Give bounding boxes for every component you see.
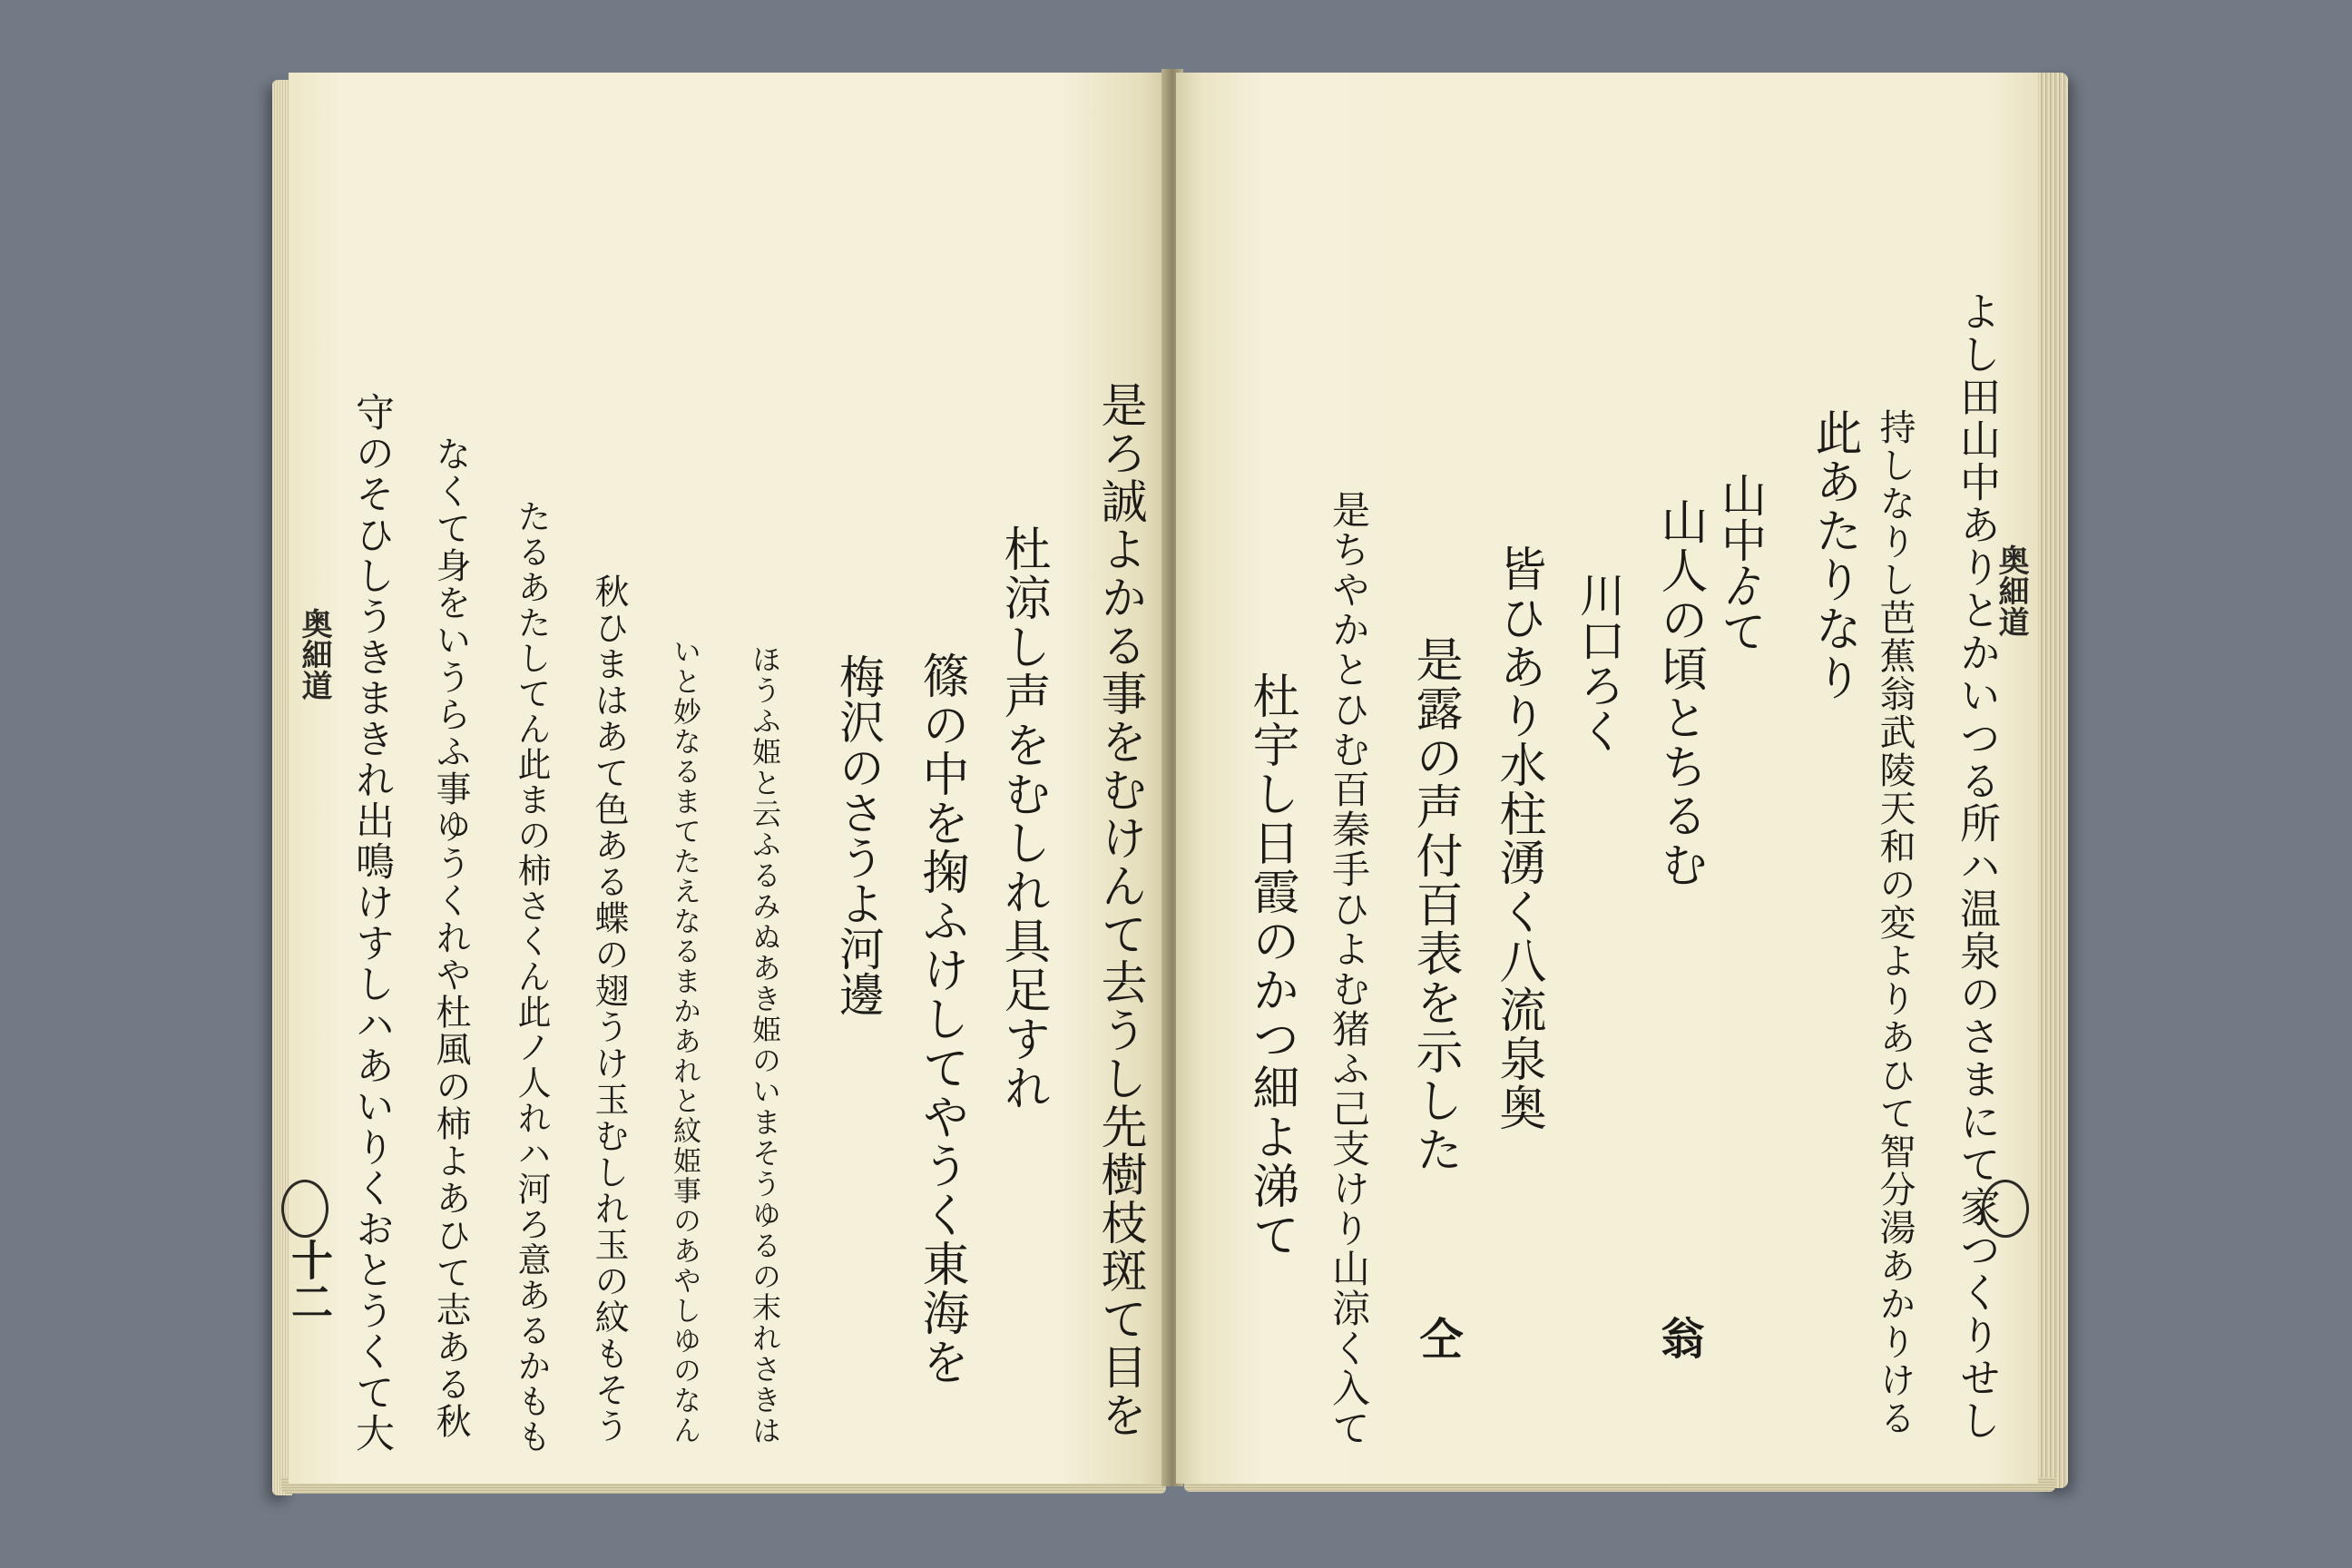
right-col-3: 此あたりなり [1807, 408, 1861, 702]
right-col-8: 是露の声付百表を示した [1407, 635, 1462, 1174]
left-col-8: たるあたしてん此まの柿さくん此ノ人れハ河ろ意あるかもも [512, 499, 551, 1455]
left-col-10: 守のそひしうきまきれ出鳴けすしハあいりくおとうくて大 [349, 392, 395, 1454]
left-col-6: いと妙なるまてたえなるまかあれと紋姫事のあやしゆのなん [668, 637, 701, 1446]
right-col-5-author: 翁 [1653, 1316, 1704, 1359]
left-col-4: 梅沢のさうよ河邊 [832, 653, 885, 1016]
right-col-2: 持しなりし芭蕉翁武陵天和の変よりあひて智分湯あかりける [1874, 408, 1916, 1437]
right-col-5: 山人の頃とちるむ [1652, 497, 1707, 889]
left-col-7: 秋ひまはあて色ある蝶の翅うけ玉むしれ玉の紋もそう [589, 573, 629, 1445]
right-margin-label: 奥細道 [1993, 544, 2029, 637]
left-col-2: 杜涼し声をむしれ具足すれ [995, 524, 1050, 1112]
right-col-7: 皆ひあり水柱湧く八流泉奥 [1491, 544, 1545, 1132]
left-col-1: 是ろ誠よかる事をむけんて去うし先樹枝斑て目を [1093, 381, 1146, 1439]
left-margin-label: 奥細道 [296, 608, 332, 701]
right-col-6: 川口ろく [1573, 572, 1625, 753]
left-page [285, 73, 1167, 1484]
left-fold-mark [281, 1180, 328, 1238]
right-col-9: 是ちやかとひむ百秦手ひよむ猪ふ己支けり山涼く入て [1327, 490, 1371, 1448]
right-col-4: 山中ゟて [1714, 472, 1767, 653]
right-col-1: よし田山中ありとかいつる所ハ温泉のさまにて家つくりせし [1953, 290, 2001, 1442]
left-col-9: なくて身をいうらふ事ゆうくれや杜風の柿よあひて志ある秋 [430, 436, 471, 1440]
left-col-3: 篠の中を掬ふけしてやうく東海を [914, 652, 968, 1387]
page-stack-right-edge [2037, 73, 2068, 1488]
page-number: 十二 [285, 1239, 334, 1322]
right-col-10: 杜宇し日霞のかつ細よ涕て [1244, 671, 1298, 1259]
right-col-8-author: 仝 [1412, 1316, 1463, 1359]
left-col-5: ほうふ姫と云ふるみぬあき姫のいまそうゆるの末れさきは [748, 644, 782, 1446]
right-page [1176, 73, 2038, 1484]
